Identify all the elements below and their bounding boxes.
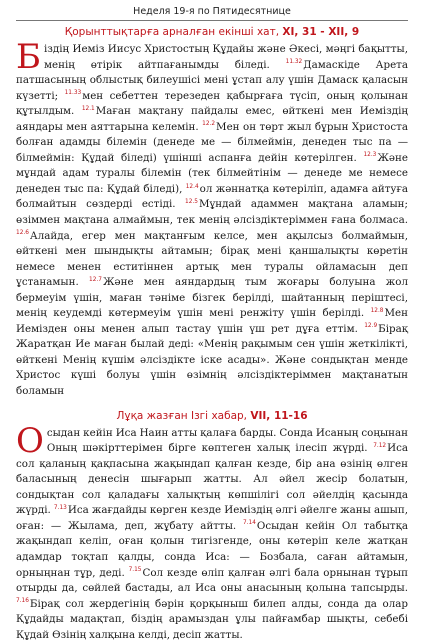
epistle-reading: [16, 37, 409, 400]
verse-number: 12.4: [185, 183, 199, 190]
verse-text: мен себеттен терезеден қабырғаға түсіп, оның қолынан құтылдым.: [16, 89, 408, 118]
verse-text: Бірақ сол жердегінің бәрін қорқыныш билеп алды, сонда да олар Құдайды мадақтап, біздің арамыздан ұлы пайғамбар шықты, себебі Құдай Өзінің халқына келді, десіп жатты.: [16, 597, 408, 641]
verse-number: 12.6: [16, 230, 29, 237]
verse-number: 7.16: [16, 598, 29, 605]
verse-text: Бірақ Жаратқан Ие маған былай деді: «Менің рақымым сен үшін жеткілікті, өйткені Менің күшім әлсіздікте іске асады». Және сондықтан менде Христос күші болуы үшін өзімнің әлсіздіктеріммен мақтанатын боламын: [16, 322, 408, 398]
verse-number: 11.33: [64, 90, 82, 97]
verse-number: 12.2: [202, 121, 216, 128]
verse-text: Алайда, егер мен мақтанғым келсе, мен ақылсыз болмаймын, өйткені мен шындықты айтамын; бірақ мені қаншалықты көретін немесе менен еститіннен артық мен туралы ойламасын деп ұстанамын.: [16, 229, 408, 289]
verse-text: Осыдан кейін Ол табытқа жақындап келіп, оған қолын тигізгенде, оны көтеріп келе жатқан адамдар тоқтап қалды, сонда Иса: — Бозбала, саған айтамын, орныңнан тұр, деді.: [16, 519, 408, 579]
verse-number: 12.9: [364, 323, 378, 330]
verse-number: 7.12: [373, 442, 387, 449]
gospel-dropcap: О: [16, 420, 44, 461]
verse-text: Және мен аяндардың тым жоғары болуына жол бермеуім үшін, маған тәніме бізгек берілді, шайтанның періштесі, менің кеудемді көтермеуім үшін мені ренжіту үшін берілді.: [16, 276, 408, 320]
epistle-reference: XI, 31 - XII, 9: [282, 26, 360, 38]
gospel-title-text: Лұқа жазған Ізгі хабар,: [116, 409, 248, 422]
verse-text: Сол кезде өліп қалған әлгі бала орнынан тұрып отырды да, сөйлей бастады, ал Иса оны анасының қолына тапсырды.: [16, 566, 408, 595]
verse-text: Иса жағдайды көрген кезде Иеміздің әлгі әйелге жаны ашып, оған: — Жылама, деп, жұбату айтты.: [16, 504, 409, 532]
verse-text: Маған мақтану пайдалы емес, өйткені мен Иеміздің аяндары мен аяттарына келемін.: [16, 105, 408, 133]
epistle-lead: іздің Иеміз Иисус Христостың Құдайы және Әкесі, мәңгі бақытты, менің өтірік айтпағанымды біледі.: [44, 43, 408, 71]
section-gap: [16, 400, 408, 408]
verse-text: ол жәннатқа көтеріліп, адамға айтуға болмайтын сөздерді естіді.: [16, 182, 408, 211]
verse-number: 7.13: [53, 504, 67, 511]
verse-text: Дамаскіде Арета патшасының облыстық билеушісі мені ұстап алу үшін Дамаск қаласын күзетті;: [16, 58, 409, 102]
verse-number: 12.1: [81, 105, 95, 112]
verse-number: 12.7: [89, 276, 102, 283]
verse-number: 7.15: [128, 567, 142, 574]
verse-text: Мен он төрт жыл бұрын Христоста болған адамды білемін (денеде ме — білмеймін, денеден тыс па — білмеймін: Құдай біледі) үшінші аспанға дейін көтерілген.: [16, 120, 408, 164]
gospel-reference: VII, 11-16: [250, 409, 308, 422]
gospel-reading: [16, 420, 409, 643]
verse-number: 11.32: [285, 59, 303, 66]
verse-number: 12.5: [185, 199, 198, 206]
gospel-title: [16, 410, 408, 422]
verse-text: Мұндай адаммен мақтана аламын; өзіммен мақтана алмаймын, тек менің әлсіздіктеріммен ғана болмаса.: [16, 198, 408, 227]
epistle-title-text: Қорынттықтарға арналған екінші хат,: [64, 26, 280, 38]
verse-number: 12.8: [370, 307, 384, 314]
epistle-dropcap: Б: [16, 37, 41, 77]
gospel-lead: сыдан кейін Иса Наин атты қалаға барды. Сонда Исаның соңынан Оның шәкірттерімен бірге көптеген халық ілесіп жүрді.: [46, 426, 408, 455]
verse-number: 12.3: [363, 152, 377, 159]
running-header: Неделя 19-я по Пятидесятнице: [16, 6, 408, 21]
epistle-title: [16, 26, 408, 38]
verse-text: Және мұндай адам туралы білемін (тек білмейтінім — денеде ме немесе денеден тыс па: Құдай біледі),: [16, 151, 408, 195]
verse-text: Иса сол қаланың қақпасына жақындап қалған кезде, бір ана өзінің өлген баласының денесін шығарып жатты. Ал әйел жесір болатын, сондықтан сол қаладағы халықтың көпшілігі сол әйелдің қасында жүрді.: [16, 442, 408, 517]
verse-number: 7.14: [243, 520, 256, 527]
verse-text: Мен Иемізден оны менен алып тастау үшін үш рет дұға еттім.: [16, 307, 408, 335]
